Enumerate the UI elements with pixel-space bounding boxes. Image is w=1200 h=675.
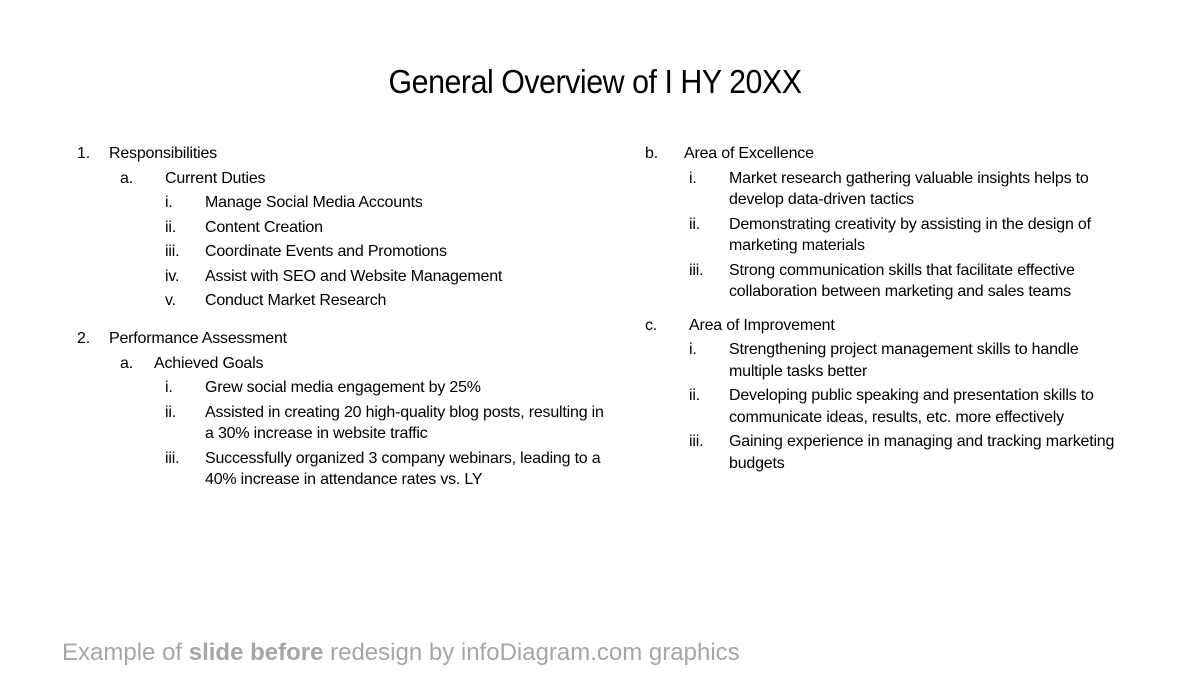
list-letter: b. — [645, 145, 658, 162]
list-item — [645, 385, 1125, 428]
section-label: Area of Excellence — [684, 145, 814, 162]
list-item-text: Manage Social Media Accounts — [205, 194, 423, 211]
subsection-label: Current Duties — [165, 169, 266, 187]
list-item-text: Coordinate Events and Promotions — [205, 243, 447, 260]
list-letter: c. — [645, 316, 658, 334]
section-label: Performance Assessment — [109, 330, 287, 347]
list-numeral: iii. — [165, 243, 180, 260]
list-item-text: Assist with SEO and Website Management — [205, 267, 503, 285]
list-letter: a. — [120, 354, 133, 372]
list-item — [77, 266, 607, 288]
list-item-text: Content Creation — [205, 218, 323, 236]
list-numeral: i. — [165, 379, 173, 396]
list-number: 2. — [77, 330, 90, 347]
list-item-text: Successfully organized 3 company webinars, leading to a 40% increase in attendance rates vs. LY — [205, 449, 601, 488]
list-item-text: Conduct Market Research — [205, 292, 387, 309]
footer-prefix: Example of — [62, 639, 189, 666]
list-numeral: i. — [689, 341, 697, 358]
list-item-text: Demonstrating creativity by assisting in the design of marketing materials — [729, 215, 1091, 254]
list-item — [645, 168, 1125, 211]
list-item-text: Developing public speaking and presentation skills to communicate ideas, results, etc. more effectively — [729, 387, 1094, 426]
list-number: 1. — [77, 145, 90, 162]
section-area-of-improvement — [645, 315, 1125, 337]
list-item — [77, 377, 607, 399]
list-item-text: Assisted in creating 20 high-quality blog posts, resulting in a 30% increase in website traffic — [205, 403, 604, 442]
section-area-of-excellence — [645, 143, 1125, 165]
subsection-label: Achieved Goals — [154, 354, 264, 372]
list-numeral: ii. — [689, 215, 700, 233]
list-numeral: v. — [165, 292, 176, 309]
list-item — [77, 192, 607, 214]
list-numeral: i. — [689, 169, 697, 187]
list-item — [645, 214, 1125, 257]
list-numeral: iii. — [689, 433, 704, 450]
list-letter: a. — [120, 169, 133, 187]
footer-caption — [62, 638, 740, 668]
list-item — [77, 290, 607, 312]
list-item — [645, 260, 1125, 303]
slide-title: General Overview of I HY 20XX — [388, 63, 802, 100]
list-numeral: iii. — [689, 261, 704, 279]
list-item — [77, 448, 607, 491]
list-item-text: Market research gathering valuable insights helps to develop data-driven tactics — [729, 169, 1089, 208]
left-column — [77, 143, 607, 491]
list-numeral: iii. — [165, 449, 180, 467]
list-item-text: Strong communication skills that facilitate effective collaboration between marketing and sales teams — [729, 261, 1075, 300]
list-numeral: iv. — [165, 267, 180, 285]
footer-bold: slide before — [188, 639, 324, 666]
footer-suffix: redesign by infoDiagram.com graphics — [323, 639, 740, 666]
list-item — [645, 431, 1125, 474]
list-item — [77, 217, 607, 239]
spacer — [77, 312, 607, 329]
subsection-achieved-goals — [77, 353, 607, 375]
list-item-text: Strengthening project management skills to handle multiple tasks better — [729, 341, 1079, 380]
section-label: Responsibilities — [109, 145, 217, 162]
spacer — [645, 303, 1125, 315]
list-numeral: ii. — [165, 403, 176, 421]
list-item — [77, 241, 607, 263]
list-item-text: Gaining experience in managing and tracking marketing budgets — [729, 433, 1115, 472]
section-label: Area of Improvement — [689, 316, 835, 334]
list-item-text: Grew social media engagement by 25% — [205, 379, 481, 396]
subsection-current-duties — [77, 168, 607, 190]
list-numeral: ii. — [689, 387, 700, 404]
list-numeral: ii. — [165, 218, 176, 236]
list-item — [77, 402, 607, 445]
section-responsibilities — [77, 143, 607, 165]
list-numeral: i. — [165, 194, 173, 211]
section-performance-assessment — [77, 328, 607, 350]
right-column — [645, 143, 1125, 474]
list-item — [645, 339, 1125, 382]
